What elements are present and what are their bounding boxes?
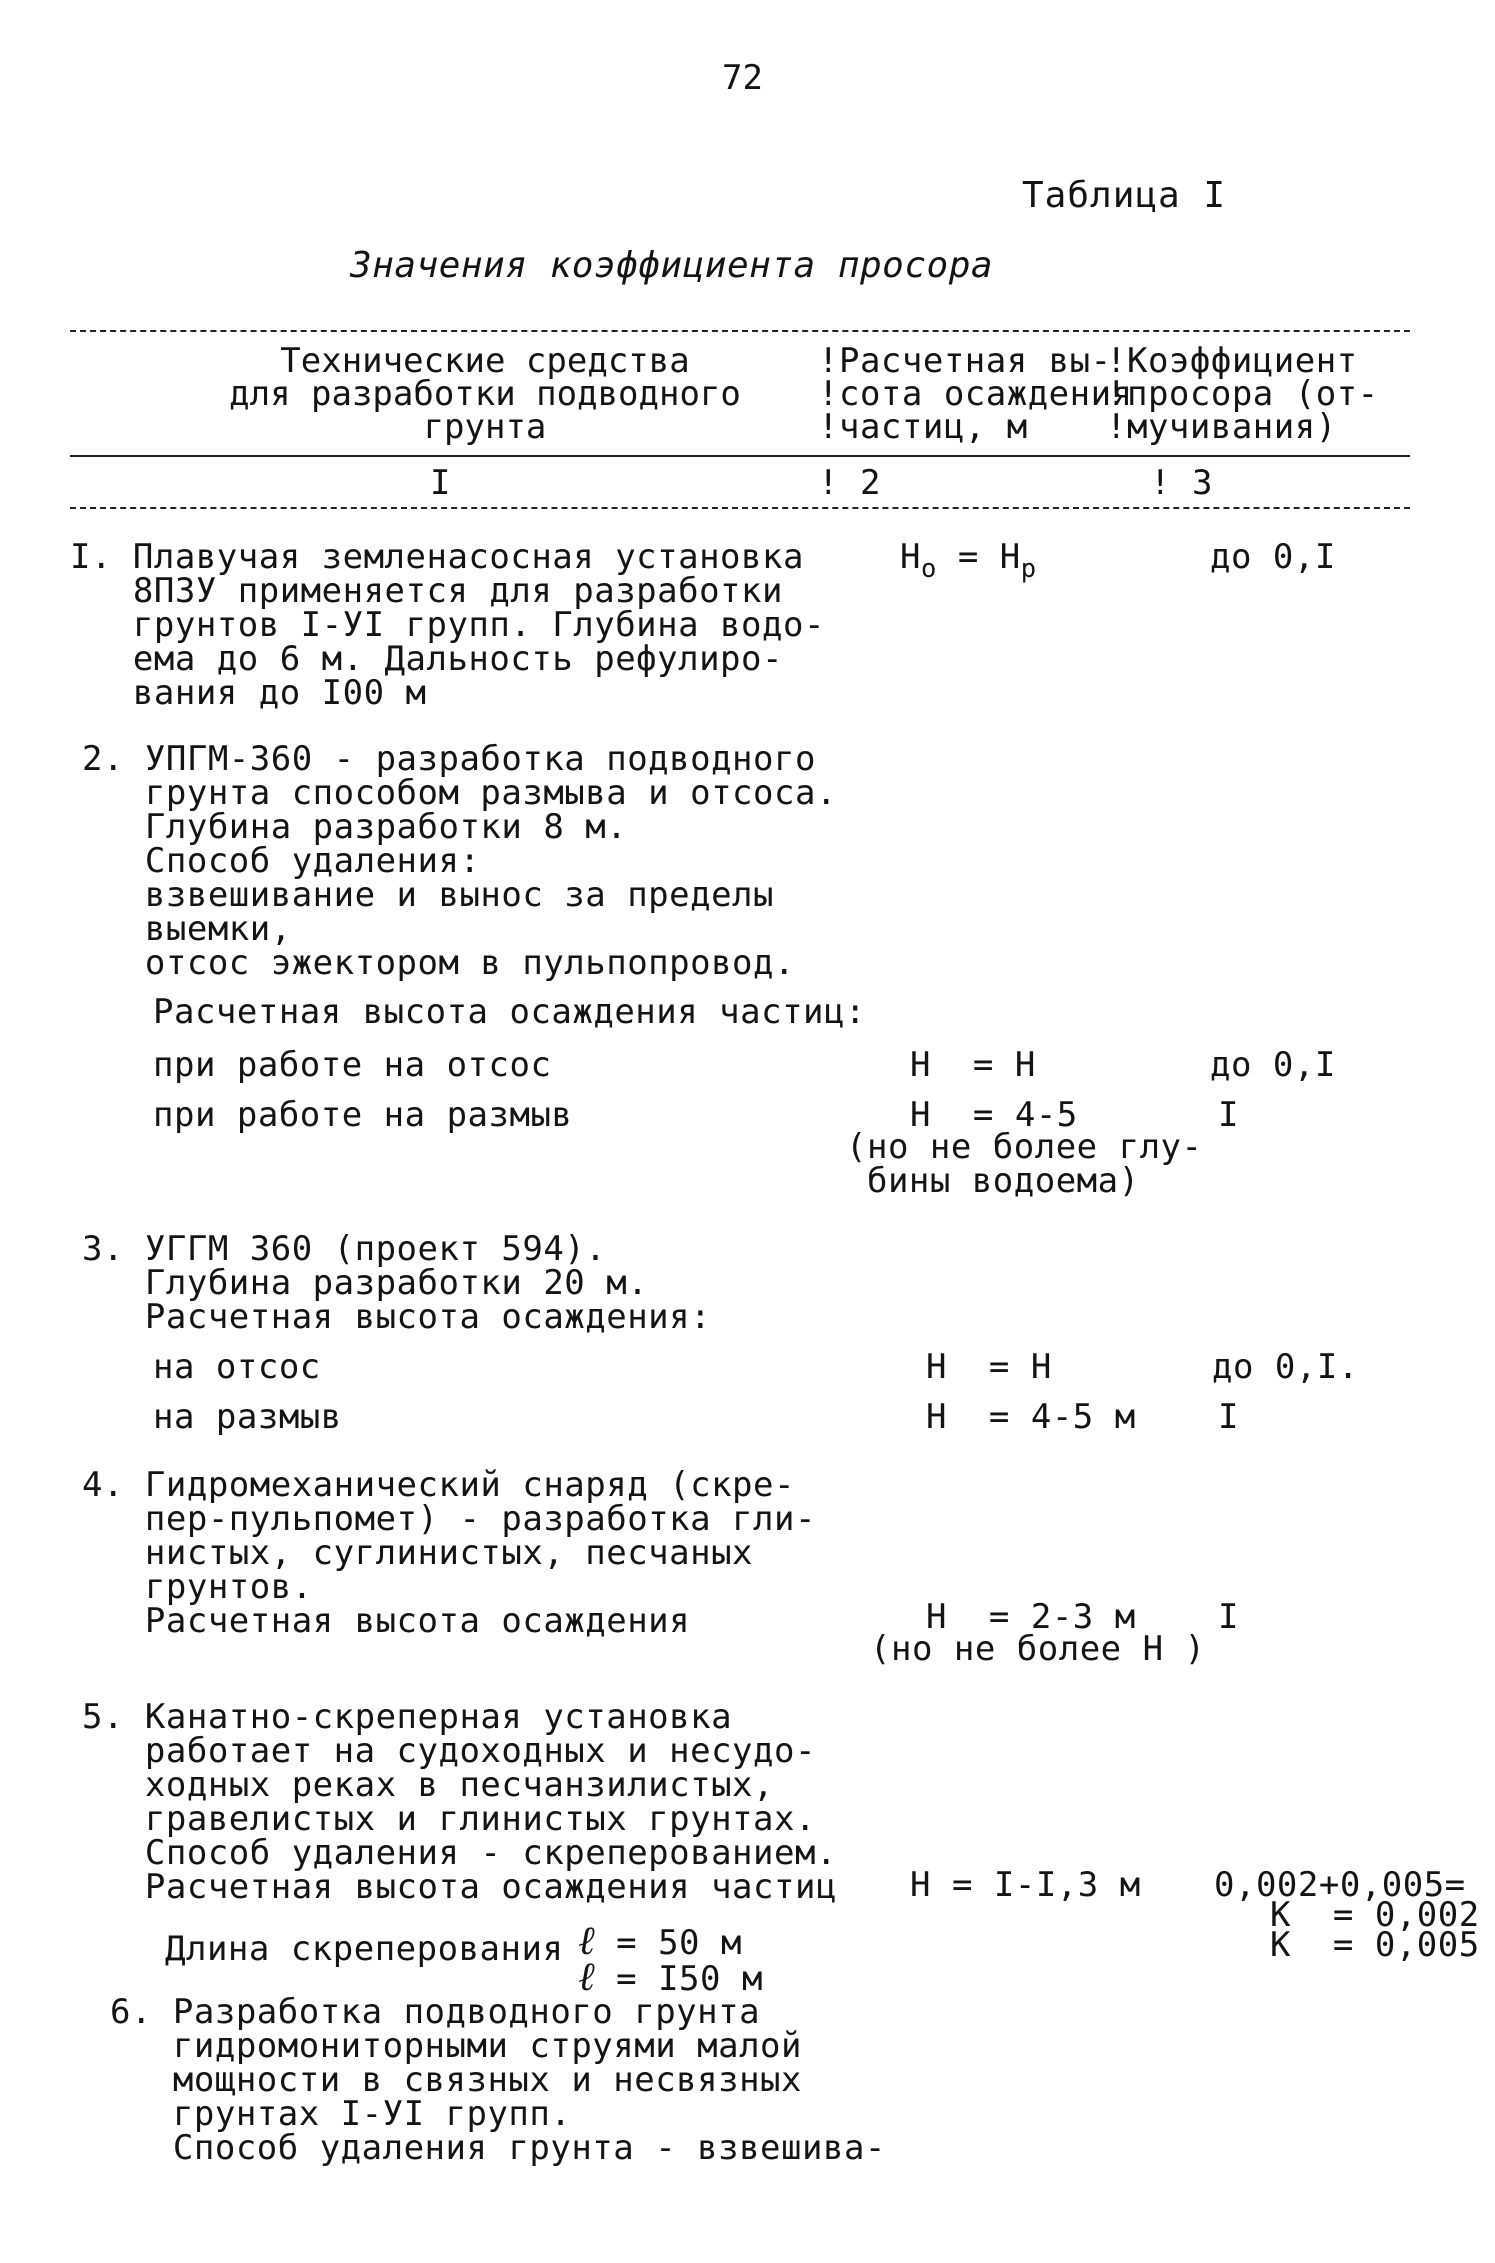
row-5-height: H = I-I,3 м	[910, 1865, 1141, 1905]
row-2-b-note: (но не более глу- бины водоема)	[846, 1127, 1203, 1201]
column-number-1: I	[430, 463, 451, 503]
row-1-description: I. Плавучая земленасосная установка 8П3У применяется для разработки грунтов I-УI групп. Глубина водо- ема до 6 м. Дальность рефулиро- вания до I00 м	[70, 537, 825, 713]
row-3-description: 3. УГГМ 360 (проект 594). Глубина разработки 20 м. Расчетная высота осаждения:	[82, 1229, 712, 1337]
row-5-k1: K = 0,002	[1270, 1895, 1480, 1935]
column-header-2: !Расчетная вы- !сота осаждения !частиц, м	[818, 341, 1133, 447]
row-3-b-height: H = 4-5 м	[926, 1397, 1136, 1437]
row-3-a-label: на отсос	[153, 1347, 321, 1387]
row-5-k2: K = 0,005	[1270, 1925, 1480, 1965]
row-3-a-coefficient: до 0,I.	[1212, 1347, 1359, 1387]
row-2-a-coefficient: до 0,I	[1210, 1045, 1336, 1085]
row-5-description: 5. Канатно-скреперная установка работает на судоходных и несудо- ходных реках в песчанзилистых, гравелистых и глинистых грунтах. Способ удаления - скреперованием. Расчетная высота осаждения частиц	[82, 1697, 837, 1907]
column-header-1: Технические средства для разработки подводного грунта	[229, 341, 741, 447]
row-2-a-label: при работе на отсос	[153, 1045, 552, 1085]
row-1-height: $H_о = H_р$	[900, 537, 1037, 584]
row-2-a-height: H = H	[910, 1045, 1036, 1085]
column-header-3: !Коэффициент !просора (от- !мучивания)	[1106, 341, 1379, 447]
row-5-coefficient: 0,002+0,005=	[1214, 1865, 1466, 1905]
row-3-b-coefficient: I	[1218, 1397, 1239, 1437]
table-label: Таблица I	[1022, 175, 1227, 216]
row-4-coefficient: I	[1218, 1597, 1239, 1637]
row-3-a-height: H = H	[926, 1347, 1052, 1387]
column-number-2: ! 2	[818, 463, 881, 503]
row-1-coefficient: до 0,I	[1210, 537, 1336, 577]
column-number-3: ! 3	[1150, 463, 1213, 503]
table-top-rule	[70, 330, 1410, 332]
row-2-b-height: H = 4-5	[910, 1095, 1078, 1135]
row-2-calc-label: Расчетная высота осаждения частиц:	[153, 992, 866, 1032]
row-5-length-label: Длина скреперования	[165, 1929, 564, 1969]
row-6-description: 6. Разработка подводного грунта гидромониторными струями малой мощности в связных и несвязных грунтах I-УI групп. Способ удаления грунта - взвешива-	[110, 1992, 886, 2168]
row-4-description: 4. Гидромеханический снаряд (скре- пер-пульпомет) - разработка гли- нистых, суглинистых, песчаных грунтов. Расчетная высота осаждения	[82, 1465, 816, 1641]
row-4-note: (но не более H )	[870, 1629, 1206, 1669]
table-title: Значения коэффициента просора	[350, 245, 994, 286]
row-5-length-1: ℓ = 50 м	[578, 1918, 742, 1964]
header-bottom-rule	[70, 455, 1410, 457]
row-2-b-label: при работе на размыв	[153, 1095, 573, 1135]
row-2-description: 2. УПГМ-360 - разработка подводного грунта способом размыва и отсоса. Глубина разработки 8 м. Способ удаления: взвешивание и вынос за пределы выемки, отсос эжектором в пульпопровод.	[82, 739, 837, 983]
page-number: 72	[722, 58, 763, 98]
row-3-b-label: на размыв	[153, 1397, 342, 1437]
row-4-height: H = 2-3 м	[926, 1597, 1136, 1637]
row-2-b-coefficient: I	[1218, 1095, 1239, 1135]
numbers-bottom-rule	[70, 507, 1410, 509]
row-5-length-2: ℓ = I50 м	[578, 1954, 763, 2000]
